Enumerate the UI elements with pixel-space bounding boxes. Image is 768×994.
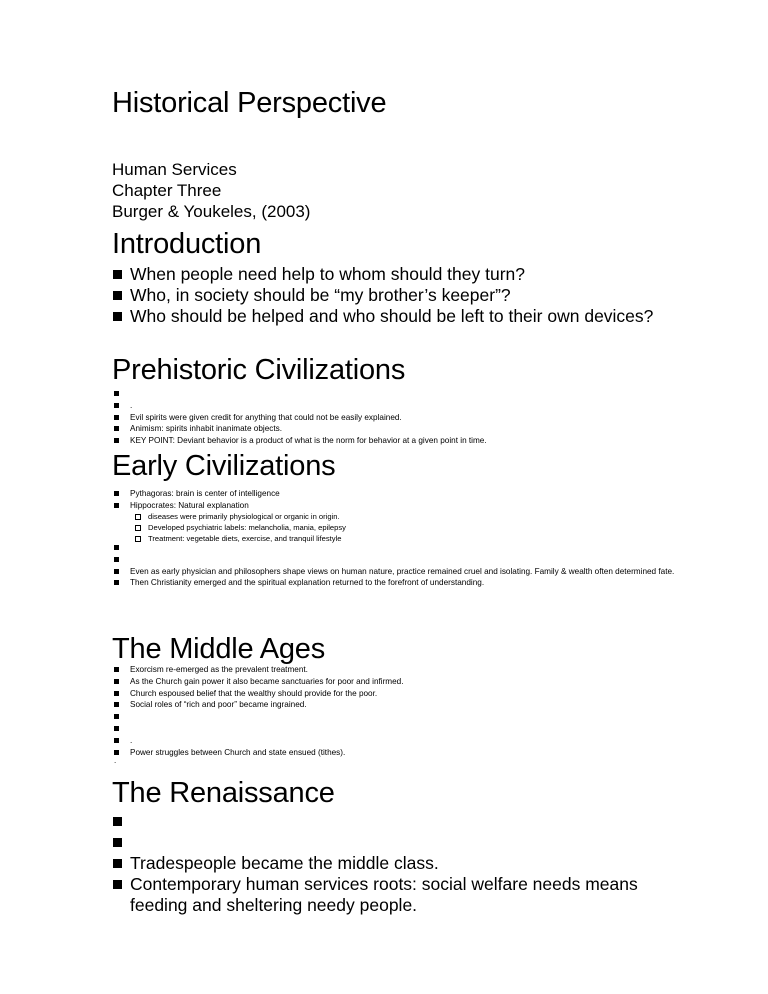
list-item: [112, 542, 652, 554]
bullet-square-icon: [113, 312, 122, 321]
renaissance-list: [112, 811, 662, 916]
list-item: [112, 711, 404, 723]
bullet-square-icon: [114, 426, 119, 431]
prehistoric-list: [112, 388, 487, 447]
bullet-square-icon: [114, 438, 119, 443]
bullet-square-icon: [114, 491, 119, 496]
bullet-square-icon: [114, 679, 119, 684]
list-item: As the Church gain power it also became sanctuaries for poor and infirmed.: [112, 676, 404, 688]
list-item: .: [112, 735, 404, 747]
list-item: Who, in society should be “my brother’s keeper”?: [112, 285, 662, 306]
bullet-square-icon: [114, 691, 119, 696]
bullet-square-icon: [114, 702, 119, 707]
introduction-heading: Introduction: [112, 228, 262, 260]
bullet-square-icon: [114, 714, 119, 719]
bullet-hollow-square-icon: [135, 525, 141, 531]
document-title: Historical Perspective: [112, 87, 387, 119]
bullet-square-icon: [114, 738, 119, 743]
list-item: Hippocrates: Natural explanation: [112, 500, 652, 512]
document-subtitle: [112, 159, 310, 222]
subtitle-line: Human Services: [112, 160, 237, 179]
bullet-square-icon: [114, 415, 119, 420]
list-item: Power struggles between Church and state ensued (tithes).: [112, 747, 404, 759]
bullet-square-icon: [113, 270, 122, 279]
list-item: [112, 723, 404, 735]
list-item: Developed psychiatric labels: melancholia, mania, epilepsy: [112, 522, 346, 533]
early-civilizations-heading: Early Civilizations: [112, 450, 336, 482]
bullet-square-icon: [113, 859, 122, 868]
list-item: diseases were primarily physiological or organic in origin.: [112, 511, 346, 522]
bullet-square-icon: [113, 838, 122, 847]
list-item: Church espoused belief that the wealthy should provide for the poor.: [112, 688, 404, 700]
list-item: Tradespeople became the middle class.: [112, 853, 662, 874]
bullet-square-icon: [114, 726, 119, 731]
list-item: Who should be helped and who should be left to their own devices?: [112, 306, 662, 327]
bullet-square-icon: [114, 557, 119, 562]
middle-ages-list: [112, 664, 404, 758]
list-item: Even as early physician and philosophers shape views on human nature, practice remained cruel and isolating. Family & wealth often determined fate.: [112, 566, 652, 578]
trailing-mark: .: [114, 756, 117, 765]
middle-ages-heading: The Middle Ages: [112, 633, 326, 665]
list-item: [112, 388, 487, 400]
early-civilizations-list-continued: [112, 542, 675, 589]
bullet-square-icon: [114, 503, 119, 508]
bullet-square-icon: [114, 403, 119, 408]
bullet-square-icon: [113, 817, 122, 826]
introduction-list: [112, 264, 662, 327]
bullet-square-icon: [114, 569, 119, 574]
list-item: .: [112, 400, 487, 412]
hippocrates-sublist: [112, 511, 346, 544]
subtitle-line: Burger & Youkeles, (2003): [112, 202, 311, 221]
bullet-square-icon: [114, 580, 119, 585]
bullet-square-icon: [114, 667, 119, 672]
list-item: [112, 811, 662, 832]
list-item: [112, 554, 652, 566]
list-item: Evil spirits were given credit for anything that could not be easily explained.: [112, 412, 487, 424]
list-item: [112, 832, 662, 853]
renaissance-heading: The Renaissance: [112, 777, 335, 809]
list-item: Pythagoras: brain is center of intelligence: [112, 488, 652, 500]
list-item: Exorcism re-emerged as the prevalent treatment.: [112, 664, 404, 676]
list-item: Social roles of “rich and poor” became ingrained.: [112, 699, 404, 711]
list-item: Then Christianity emerged and the spiritual explanation returned to the forefront of understanding.: [112, 577, 652, 589]
early-civilizations-list: [112, 488, 652, 512]
bullet-square-icon: [114, 545, 119, 550]
bullet-square-icon: [114, 391, 119, 396]
list-item: Animism: spirits inhabit inanimate objects.: [112, 423, 487, 435]
bullet-hollow-square-icon: [135, 514, 141, 520]
bullet-square-icon: [114, 750, 119, 755]
list-item: Treatment: vegetable diets, exercise, and tranquil lifestyle: [112, 533, 346, 544]
list-item: KEY POINT: Deviant behavior is a product of what is the norm for behavior at a given point in time.: [112, 435, 487, 447]
bullet-square-icon: [113, 880, 122, 889]
prehistoric-heading: Prehistoric Civilizations: [112, 354, 406, 386]
bullet-square-icon: [113, 291, 122, 300]
list-item: When people need help to whom should they turn?: [112, 264, 662, 285]
list-item: Contemporary human services roots: social welfare needs means feeding and sheltering needy people.: [112, 874, 662, 916]
subtitle-line: Chapter Three: [112, 181, 222, 200]
